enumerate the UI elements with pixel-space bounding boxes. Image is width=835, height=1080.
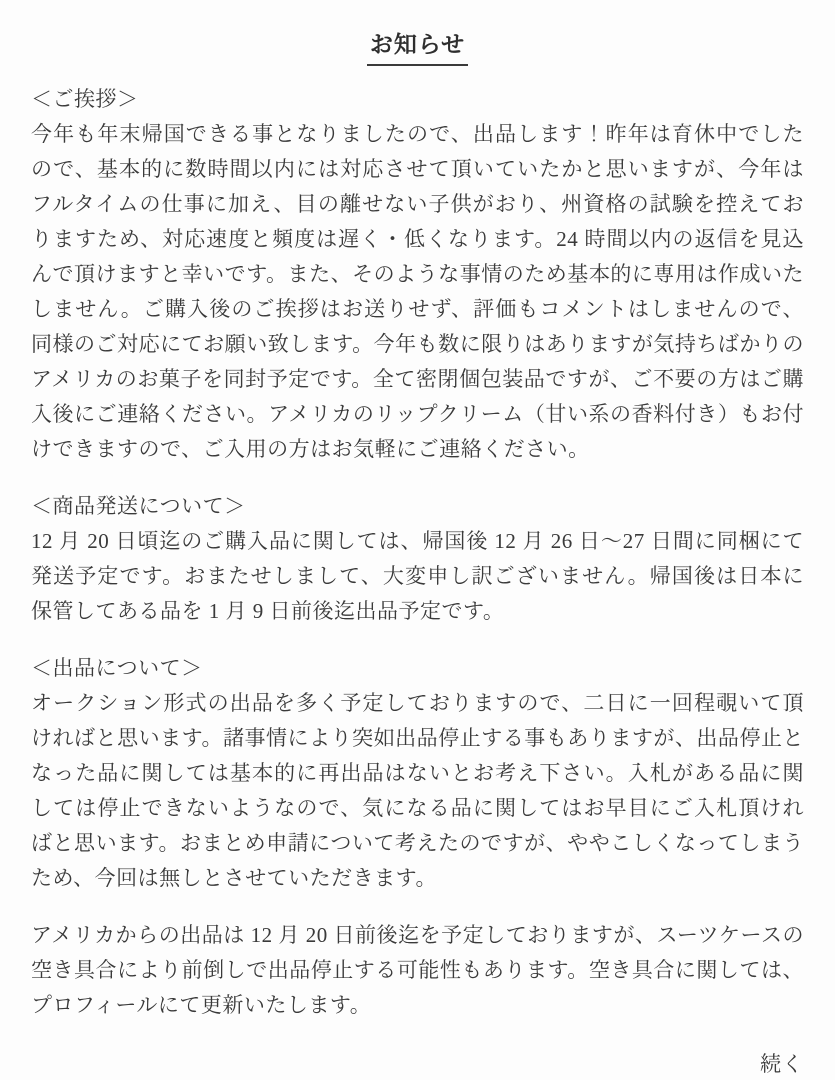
section-greeting-heading: ＜ご挨拶＞ [31, 87, 139, 111]
page-title [31, 26, 804, 66]
page-title-text: お知らせ [367, 26, 468, 66]
section-greeting [31, 82, 804, 467]
continued-label: 続く [760, 1052, 804, 1076]
section-listing [31, 651, 804, 1023]
section-greeting-paragraph: 今年も年末帰国できる事となりましたので、出品します！昨年は育休中でしたので、基本的に数時間以内には対応させて頂いていたかと思いますが、今年はフルタイムの仕事に加え、目の離せない子供がおり、州資格の試験を控えておりますため、対応速度と頻度は遅く・低くなります。24 時間以内の返信を見込んで頂けますと幸いです。また、そのような事情のため基本的に専用は作成いたしません。ご購入後のご挨拶はお送りせず、評価もコメントはしませんので、同様のご対応にてお願い致します。今年も数に限りはありますが気持ちばかりのアメリカのお菓子を同封予定です。全て密閉個包装品ですが、ご不要の方はご購入後にご連絡ください。アメリカのリップクリーム（甘い系の香料付き）もお付けできますので、ご入用の方はお気軽にご連絡ください。 [31, 122, 804, 461]
section-shipping [31, 489, 804, 629]
section-listing-paragraph-2: アメリカからの出品は 12 月 20 日前後迄を予定しておりますが、スーツケースの空き具合により前倒しで出品停止する可能性もあります。空き具合に関しては、プロフィールにて更新いたします。 [31, 923, 804, 1017]
section-shipping-paragraph: 12 月 20 日頃迄のご購入品に関しては、帰国後 12 月 26 日～27 日間に同梱にて発送予定です。おまたせしまして、大変申し訳ございません。帰国後は日本に保管してある品を 1 月 9 日前後迄出品予定です。 [31, 529, 804, 623]
section-shipping-heading: ＜商品発送について＞ [31, 494, 246, 518]
section-listing-heading: ＜出品について＞ [31, 656, 203, 680]
section-listing-paragraph-1: オークション形式の出品を多く予定しておりますので、二日に一回程覗いて頂ければと思います。諸事情により突如出品停止する事もありますが、出品停止となった品に関しては基本的に再出品はないとお考え下さい。入札がある品に関しては停止できないようなので、気になる品に関してはお早目にご入札頂ければと思います。おまとめ申請について考えたのですが、ややこしくなってしまうため、今回は無しとさせていただきます。 [31, 691, 804, 890]
